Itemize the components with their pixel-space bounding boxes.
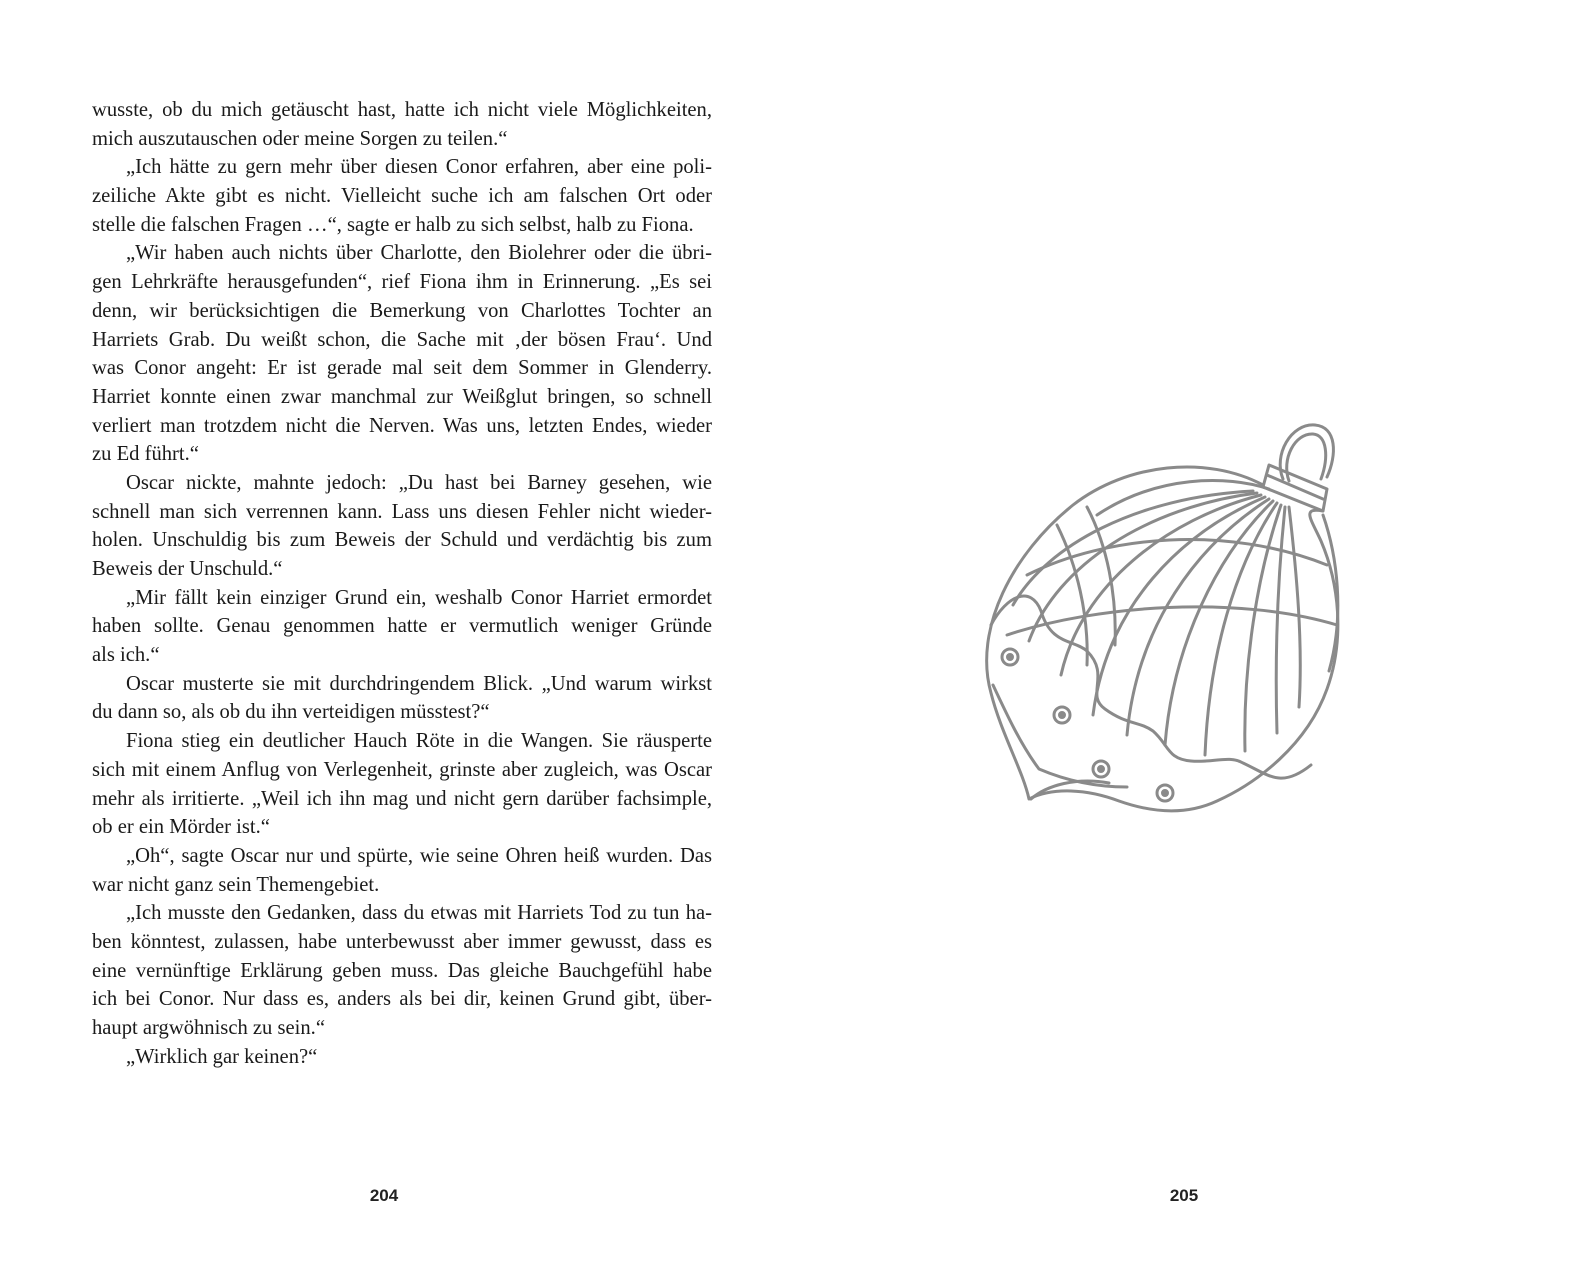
body-text <box>92 96 712 1071</box>
text-line: du dann so, als ob du ihn verteidigen müsstest?“ <box>92 701 490 724</box>
text-line: Oscar nickte, mahnte jedoch: „Du hast bei Barney gesehen, wie <box>126 471 712 494</box>
text-line: Harriets Grab. Du weißt schon, die Sache mit ‚der bösen Frau‘. Und <box>92 328 712 351</box>
text-line: „Wirklich gar keinen?“ <box>126 1045 318 1068</box>
text-line: verliert man trotzdem nicht die Nerven. Was uns, letzten Endes, wieder <box>92 414 712 437</box>
text-line: haben sollte. Genau genommen hatte er vermutlich weniger Gründe <box>92 615 712 638</box>
text-line: ben könntest, zulassen, habe unterbewusst aber immer gewusst, dass es <box>92 930 712 953</box>
text-line: sich mit einem Anflug von Verlegenheit, grinste aber zugleich, was Oscar <box>92 758 712 781</box>
text-line: schnell man sich verrennen kann. Lass uns diesen Fehler nicht wieder- <box>92 500 712 523</box>
text-line: ich bei Conor. Nur dass es, anders als bei dir, keinen Grund gibt, über- <box>92 988 712 1011</box>
text-line: Harriet konnte einen zwar manchmal zur Weißglut bringen, so schnell <box>92 385 712 408</box>
text-line: gen Lehrkräfte herausgefunden“, rief Fiona ihm in Erinnerung. „Es sei <box>92 271 712 294</box>
page-number-left: 204 <box>369 1186 399 1205</box>
text-line: mich auszutauschen oder meine Sorgen zu teilen.“ <box>92 127 508 150</box>
text-line: „Ich musste den Gedanken, dass du etwas mit Harriets Tod zu tun ha- <box>126 902 712 925</box>
text-line: wusste, ob du mich getäuscht hast, hatte ich nicht viele Möglichkeiten, <box>92 99 712 121</box>
text-line: haupt argwöhnisch zu sein.“ <box>92 1017 325 1039</box>
page-number-right: 205 <box>1169 1186 1199 1205</box>
christmas-ornament-icon <box>977 415 1377 820</box>
text-line: „Ich hätte zu gern mehr über diesen Conor erfahren, aber eine poli- <box>126 156 712 179</box>
text-line: holen. Unschuldig bis zum Beweis der Schuld und verdächtig bis zum <box>92 529 712 552</box>
text-line: Fiona stieg ein deutlicher Hauch Röte in die Wangen. Sie räusperte <box>126 730 712 753</box>
text-line: zu Ed führt.“ <box>92 443 199 466</box>
text-line: denn, wir berücksichtigen die Bemerkung von Charlottes Tochter an <box>92 299 712 322</box>
text-line: war nicht ganz sein Themengebiet. <box>92 873 380 896</box>
text-line: Beweis der Unschuld.“ <box>92 558 283 580</box>
text-line: eine vernünftige Erklärung geben muss. Das gleiche Bauchgefühl habe <box>92 959 712 982</box>
text-line: „Oh“, sagte Oscar nur und spürte, wie seine Ohren heiß wurden. Das <box>126 844 712 867</box>
text-line: „Mir fällt kein einziger Grund ein, weshalb Conor Harriet ermordet <box>126 586 712 609</box>
text-line: als ich.“ <box>92 644 160 667</box>
text-line: „Wir haben auch nichts über Charlotte, den Biolehrer oder die übri- <box>126 242 712 265</box>
right-page <box>797 0 1594 1270</box>
text-line: Oscar musterte sie mit durchdringendem Blick. „Und warum wirkst <box>126 672 712 695</box>
text-line: stelle die falschen Fragen …“, sagte er halb zu sich selbst, halb zu Fiona. <box>92 213 694 236</box>
text-line: zeiliche Akte gibt es nicht. Vielleicht suche ich am falschen Ort oder <box>92 185 712 208</box>
text-line: mehr als irritierte. „Weil ich ihn mag und nicht gern darüber fachsimple, <box>92 787 712 810</box>
text-line: was Conor angeht: Er ist gerade mal seit dem Sommer in Glenderry. <box>92 357 712 380</box>
text-line: ob er ein Mörder ist.“ <box>92 816 270 839</box>
